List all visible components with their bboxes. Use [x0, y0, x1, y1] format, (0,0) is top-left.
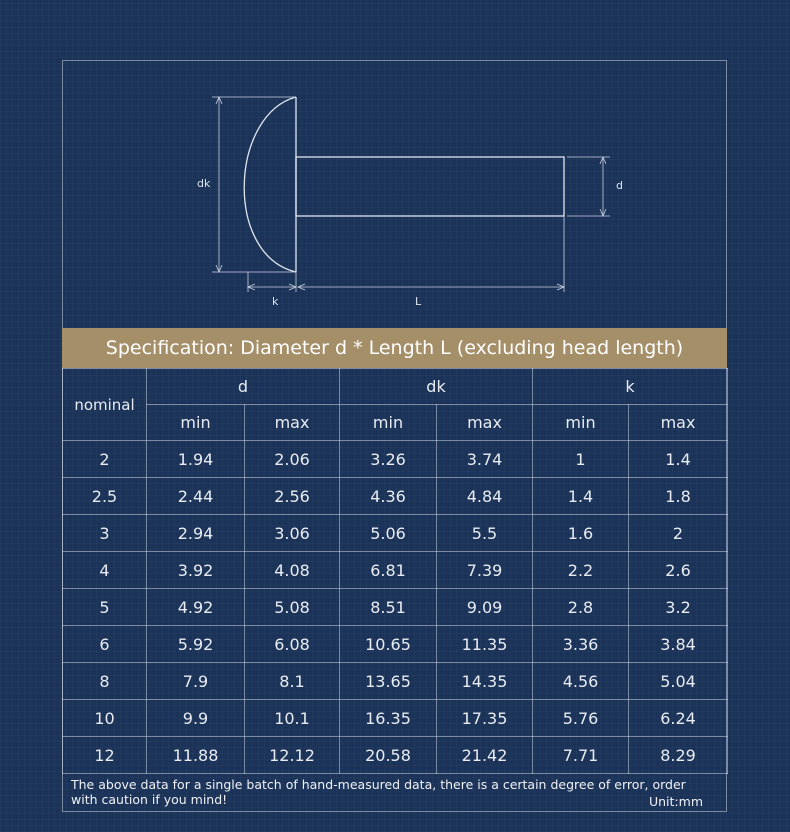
table-cell: 4.08 [245, 552, 340, 589]
disclaimer-text: The above data for a single batch of hand-measured data, there is a certain degree of error, order with caution if you mind! [71, 777, 686, 807]
group-header-d: d [147, 369, 340, 405]
table-row [63, 478, 728, 515]
table-cell: 4.36 [340, 478, 437, 515]
table-cell: 14.35 [437, 663, 533, 700]
nominal-cell: 3 [63, 515, 147, 552]
rivet-diagram [62, 60, 727, 328]
table-cell: 12.12 [245, 737, 340, 774]
table-cell: 3.06 [245, 515, 340, 552]
sub-header-max: max [437, 405, 533, 441]
sub-header-max: max [245, 405, 340, 441]
table-cell: 3.74 [437, 441, 533, 478]
group-header-dk: dk [340, 369, 533, 405]
table-cell: 1.94 [147, 441, 245, 478]
table-cell: 3.92 [147, 552, 245, 589]
table-cell: 7.9 [147, 663, 245, 700]
table-cell: 7.39 [437, 552, 533, 589]
table-cell: 10.1 [245, 700, 340, 737]
table-cell: 6.81 [340, 552, 437, 589]
table-cell: 5.06 [340, 515, 437, 552]
nominal-cell: 4 [63, 552, 147, 589]
table-cell: 8.1 [245, 663, 340, 700]
table-cell: 3.2 [629, 589, 728, 626]
table-cell: 9.09 [437, 589, 533, 626]
table-cell: 2.6 [629, 552, 728, 589]
rivet-head-dome [244, 97, 296, 272]
table-cell: 5.76 [533, 700, 629, 737]
spec-table [62, 368, 728, 774]
table-cell: 1.4 [533, 478, 629, 515]
sub-header-min: min [147, 405, 245, 441]
table-cell: 2.56 [245, 478, 340, 515]
table-cell: 2.44 [147, 478, 245, 515]
unit-label: Unit:mm [648, 794, 703, 809]
sub-header-min: min [533, 405, 629, 441]
table-row [63, 589, 728, 626]
table-row [63, 737, 728, 774]
table-cell: 6.08 [245, 626, 340, 663]
table-cell: 2 [629, 515, 728, 552]
table-row [63, 552, 728, 589]
spec-title-bar [62, 328, 727, 368]
table-cell: 4.84 [437, 478, 533, 515]
table-cell: 11.35 [437, 626, 533, 663]
table-row [63, 441, 728, 478]
table-cell: 11.88 [147, 737, 245, 774]
d-label: d [616, 179, 623, 192]
rivet-shank [296, 157, 564, 216]
table-cell: 20.58 [340, 737, 437, 774]
table-cell: 13.65 [340, 663, 437, 700]
table-row [63, 515, 728, 552]
rivet-drawing [62, 60, 727, 328]
L-label: L [415, 295, 422, 308]
table-cell: 2.94 [147, 515, 245, 552]
table-cell: 1.6 [533, 515, 629, 552]
nominal-cell: 2.5 [63, 478, 147, 515]
k-label: k [272, 295, 279, 308]
sub-header-min: min [340, 405, 437, 441]
table-cell: 16.35 [340, 700, 437, 737]
table-cell: 5.5 [437, 515, 533, 552]
table-cell: 3.84 [629, 626, 728, 663]
table-cell: 2.8 [533, 589, 629, 626]
dk-label: dk [197, 177, 211, 190]
nominal-cell: 10 [63, 700, 147, 737]
table-cell: 21.42 [437, 737, 533, 774]
nominal-cell: 6 [63, 626, 147, 663]
table-cell: 4.92 [147, 589, 245, 626]
table-cell: 5.04 [629, 663, 728, 700]
nominal-header: nominal [63, 369, 147, 441]
table-row [63, 663, 728, 700]
disclaimer-note [62, 775, 727, 812]
table-cell: 8.29 [629, 737, 728, 774]
table-cell: 8.51 [340, 589, 437, 626]
nominal-cell: 5 [63, 589, 147, 626]
table-cell: 1.4 [629, 441, 728, 478]
table-cell: 9.9 [147, 700, 245, 737]
table-row [63, 626, 728, 663]
nominal-cell: 8 [63, 663, 147, 700]
table-row [63, 700, 728, 737]
table-cell: 3.26 [340, 441, 437, 478]
table-cell: 2.2 [533, 552, 629, 589]
table-cell: 17.35 [437, 700, 533, 737]
table-cell: 10.65 [340, 626, 437, 663]
group-header-k: k [533, 369, 728, 405]
table-cell: 6.24 [629, 700, 728, 737]
table-cell: 5.92 [147, 626, 245, 663]
table-cell: 5.08 [245, 589, 340, 626]
spec-title: Specification: Diameter d * Length L (excluding head length) [105, 337, 684, 359]
table-cell: 2.06 [245, 441, 340, 478]
table-cell: 7.71 [533, 737, 629, 774]
nominal-cell: 2 [63, 441, 147, 478]
table-cell: 1 [533, 441, 629, 478]
table-cell: 1.8 [629, 478, 728, 515]
nominal-cell: 12 [63, 737, 147, 774]
table-cell: 3.36 [533, 626, 629, 663]
sub-header-max: max [629, 405, 728, 441]
table-cell: 4.56 [533, 663, 629, 700]
